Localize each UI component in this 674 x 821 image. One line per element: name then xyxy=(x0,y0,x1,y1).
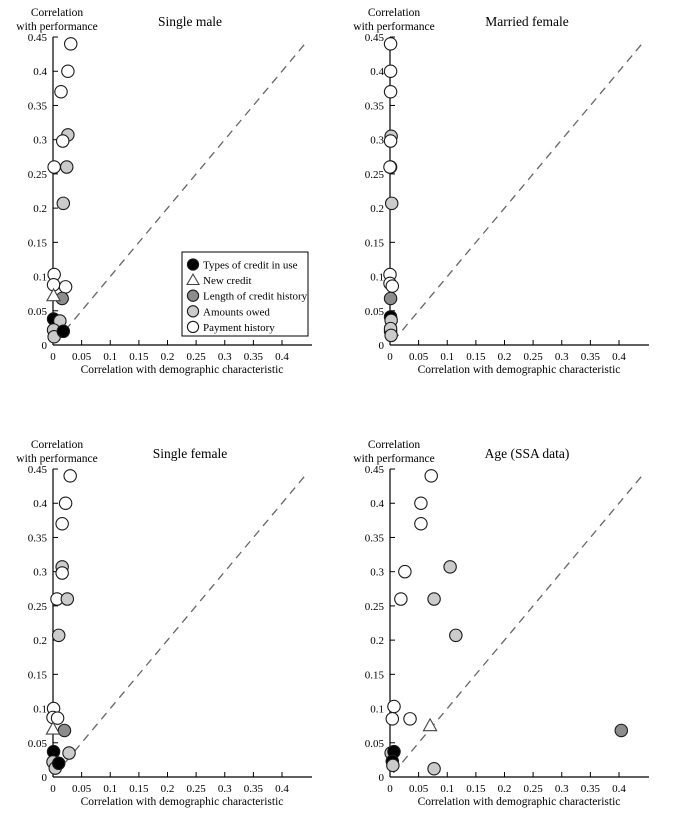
legend xyxy=(182,252,308,336)
x-tick-label: 0.3 xyxy=(217,351,232,363)
y-axis-label-line1: Correlation xyxy=(30,7,84,19)
y-tick-label: 0.35 xyxy=(364,532,384,545)
x-tick-label: 0.25 xyxy=(186,783,206,795)
x-tick-label: 0.35 xyxy=(243,351,263,363)
x-tick-label: 0.3 xyxy=(554,351,569,363)
y-axis-label-line1: Correlation xyxy=(367,7,421,19)
point-amounts_owed xyxy=(61,161,73,173)
y-tick-label: 0.1 xyxy=(33,703,47,716)
y-axis-label-line1: Correlation xyxy=(367,439,421,451)
y-tick-label: 0.4 xyxy=(370,66,384,79)
point-types_of_credit_in_use xyxy=(53,757,65,769)
y-tick-label: 0.35 xyxy=(27,532,47,545)
y-tick-label: 0 xyxy=(41,772,47,784)
x-tick-label: 0.3 xyxy=(554,783,569,795)
legend-marker-length_of_credit_history-icon xyxy=(187,290,198,301)
point-amounts_owed xyxy=(386,197,398,209)
x-tick-label: 0.05 xyxy=(72,783,92,795)
y-tick-label: 0.25 xyxy=(364,600,384,613)
x-tick-label: 0.15 xyxy=(466,351,486,363)
x-tick-label: 0.3 xyxy=(217,783,232,795)
legend-label: Types of credit in use xyxy=(203,259,298,272)
point-payment_history xyxy=(415,497,427,509)
y-tick-label: 0.4 xyxy=(370,498,384,511)
y-tick-label: 0.1 xyxy=(33,271,47,284)
point-amounts_owed xyxy=(63,747,75,759)
point-payment_history xyxy=(395,593,407,605)
point-payment_history xyxy=(384,65,396,77)
y-tick-label: 0 xyxy=(378,340,384,352)
point-payment_history xyxy=(57,135,69,147)
x-axis-label: Correlation with demographic characteristic xyxy=(417,364,621,376)
panel-title: Married female xyxy=(485,14,569,29)
point-amounts_owed xyxy=(61,593,73,605)
plot-single-male xyxy=(0,0,337,408)
y-tick-label: 0.35 xyxy=(27,100,47,113)
point-length_of_credit_history xyxy=(384,292,396,304)
plot-married-female xyxy=(337,0,674,408)
y-axis-label-line2: with performance xyxy=(353,453,435,465)
plot-single-female xyxy=(0,408,337,816)
y-tick-label: 0.25 xyxy=(364,168,384,181)
x-tick-label: 0 xyxy=(50,783,56,795)
y-tick-label: 0.1 xyxy=(370,703,384,716)
y-tick-label: 0.15 xyxy=(27,237,47,250)
panel-married-female xyxy=(337,0,674,408)
point-payment_history xyxy=(384,135,396,147)
y-tick-label: 0.05 xyxy=(27,737,47,750)
point-payment_history xyxy=(55,86,67,98)
point-amounts_owed xyxy=(428,763,440,775)
y-axis-label-line1: Correlation xyxy=(30,439,84,451)
y-tick-label: 0.15 xyxy=(364,237,384,250)
x-tick-label: 0.25 xyxy=(523,351,543,363)
y-tick-label: 0.2 xyxy=(33,635,47,648)
point-amounts_owed xyxy=(428,593,440,605)
y-tick-label: 0.35 xyxy=(364,100,384,113)
y-tick-label: 0.2 xyxy=(370,203,384,216)
point-new_credit xyxy=(423,719,436,731)
x-tick-label: 0.4 xyxy=(275,351,289,363)
point-amounts_owed xyxy=(450,629,462,641)
y-tick-label: 0.15 xyxy=(27,669,47,682)
point-payment_history xyxy=(425,470,437,482)
x-tick-label: 0.4 xyxy=(612,351,626,363)
x-tick-label: 0 xyxy=(387,351,393,363)
x-tick-label: 0.2 xyxy=(497,351,512,363)
point-amounts_owed xyxy=(53,629,65,641)
point-payment_history xyxy=(399,565,411,577)
legend-label: Length of credit history xyxy=(203,290,308,303)
x-tick-label: 0.2 xyxy=(497,783,512,795)
point-payment_history xyxy=(404,713,416,725)
y-tick-label: 0.45 xyxy=(27,464,47,477)
x-tick-label: 0.15 xyxy=(129,351,149,363)
x-tick-label: 0.35 xyxy=(580,351,600,363)
point-payment_history xyxy=(56,518,68,530)
point-payment_history xyxy=(62,65,74,77)
point-length_of_credit_history xyxy=(58,724,70,736)
y-tick-label: 0.05 xyxy=(364,305,384,318)
x-tick-label: 0.25 xyxy=(523,783,543,795)
y-tick-label: 0.1 xyxy=(370,271,384,284)
plot-age-ssa-data xyxy=(337,408,674,816)
point-amounts_owed xyxy=(57,197,69,209)
point-types_of_credit_in_use xyxy=(57,325,69,337)
legend-marker-payment_history-icon xyxy=(187,321,198,332)
x-tick-label: 0.35 xyxy=(580,783,600,795)
identity-line xyxy=(56,473,307,773)
x-tick-label: 0.25 xyxy=(186,351,206,363)
y-tick-label: 0.3 xyxy=(370,134,384,147)
panel-single-male xyxy=(0,0,337,408)
y-tick-label: 0.25 xyxy=(27,600,47,613)
x-axis-label: Correlation with demographic characteristic xyxy=(417,796,621,808)
point-payment_history xyxy=(65,38,77,50)
y-tick-label: 0.4 xyxy=(33,66,47,79)
x-tick-label: 0.1 xyxy=(440,351,455,363)
y-tick-label: 0.4 xyxy=(33,498,47,511)
y-tick-label: 0.3 xyxy=(33,566,47,579)
y-tick-label: 0.45 xyxy=(27,32,47,45)
y-tick-label: 0.3 xyxy=(33,134,47,147)
panel-title: Age (SSA data) xyxy=(484,446,570,461)
panel-age-ssa-data xyxy=(337,408,674,816)
point-payment_history xyxy=(415,518,427,530)
x-tick-label: 0.05 xyxy=(409,783,429,795)
legend-label: Amounts owed xyxy=(203,306,270,319)
x-tick-label: 0.4 xyxy=(612,783,626,795)
y-tick-label: 0.2 xyxy=(33,203,47,216)
point-amounts_owed xyxy=(385,329,397,341)
y-tick-label: 0.2 xyxy=(370,635,384,648)
x-tick-label: 0 xyxy=(50,351,56,363)
y-tick-label: 0.25 xyxy=(27,168,47,181)
x-tick-label: 0.05 xyxy=(409,351,429,363)
point-amounts_owed xyxy=(387,759,399,771)
legend-label: Payment history xyxy=(203,321,275,334)
point-payment_history xyxy=(384,86,396,98)
panel-title: Single female xyxy=(152,446,228,461)
x-tick-label: 0.15 xyxy=(129,783,149,795)
point-payment_history xyxy=(384,38,396,50)
x-axis-label: Correlation with demographic characteristic xyxy=(80,364,284,376)
x-tick-label: 0.1 xyxy=(103,783,118,795)
y-tick-label: 0.45 xyxy=(364,464,384,477)
x-tick-label: 0.1 xyxy=(440,783,455,795)
legend-marker-types_of_credit_in_use-icon xyxy=(187,259,198,270)
point-length_of_credit_history xyxy=(615,724,627,736)
legend-label: New credit xyxy=(203,275,252,288)
x-axis-label: Correlation with demographic characteristic xyxy=(80,796,284,808)
legend-marker-amounts_owed-icon xyxy=(187,306,198,317)
y-axis-label-line2: with performance xyxy=(16,21,98,33)
x-tick-label: 0 xyxy=(387,783,393,795)
point-payment_history xyxy=(48,161,60,173)
point-payment_history xyxy=(386,713,398,725)
y-tick-label: 0.15 xyxy=(364,669,384,682)
point-payment_history xyxy=(59,497,71,509)
y-tick-label: 0 xyxy=(378,772,384,784)
point-payment_history xyxy=(59,281,71,293)
point-payment_history xyxy=(386,280,398,292)
point-payment_history xyxy=(384,161,396,173)
y-tick-label: 0 xyxy=(41,340,47,352)
x-tick-label: 0.2 xyxy=(160,783,175,795)
point-payment_history xyxy=(388,700,400,712)
y-axis-label-line2: with performance xyxy=(353,21,435,33)
point-amounts_owed xyxy=(444,561,456,573)
x-tick-label: 0.05 xyxy=(72,351,92,363)
y-tick-label: 0.45 xyxy=(364,32,384,45)
x-tick-label: 0.35 xyxy=(243,783,263,795)
y-axis-label-line2: with performance xyxy=(16,453,98,465)
x-tick-label: 0.15 xyxy=(466,783,486,795)
panel-title: Single male xyxy=(157,14,223,29)
point-payment_history xyxy=(56,567,68,579)
y-tick-label: 0.3 xyxy=(370,566,384,579)
panel-single-female xyxy=(0,408,337,816)
identity-line xyxy=(393,41,644,341)
y-tick-label: 0.05 xyxy=(364,737,384,750)
x-tick-label: 0.4 xyxy=(275,783,289,795)
x-tick-label: 0.1 xyxy=(103,351,118,363)
point-payment_history xyxy=(64,470,76,482)
x-tick-label: 0.2 xyxy=(160,351,175,363)
y-tick-label: 0.05 xyxy=(27,305,47,318)
